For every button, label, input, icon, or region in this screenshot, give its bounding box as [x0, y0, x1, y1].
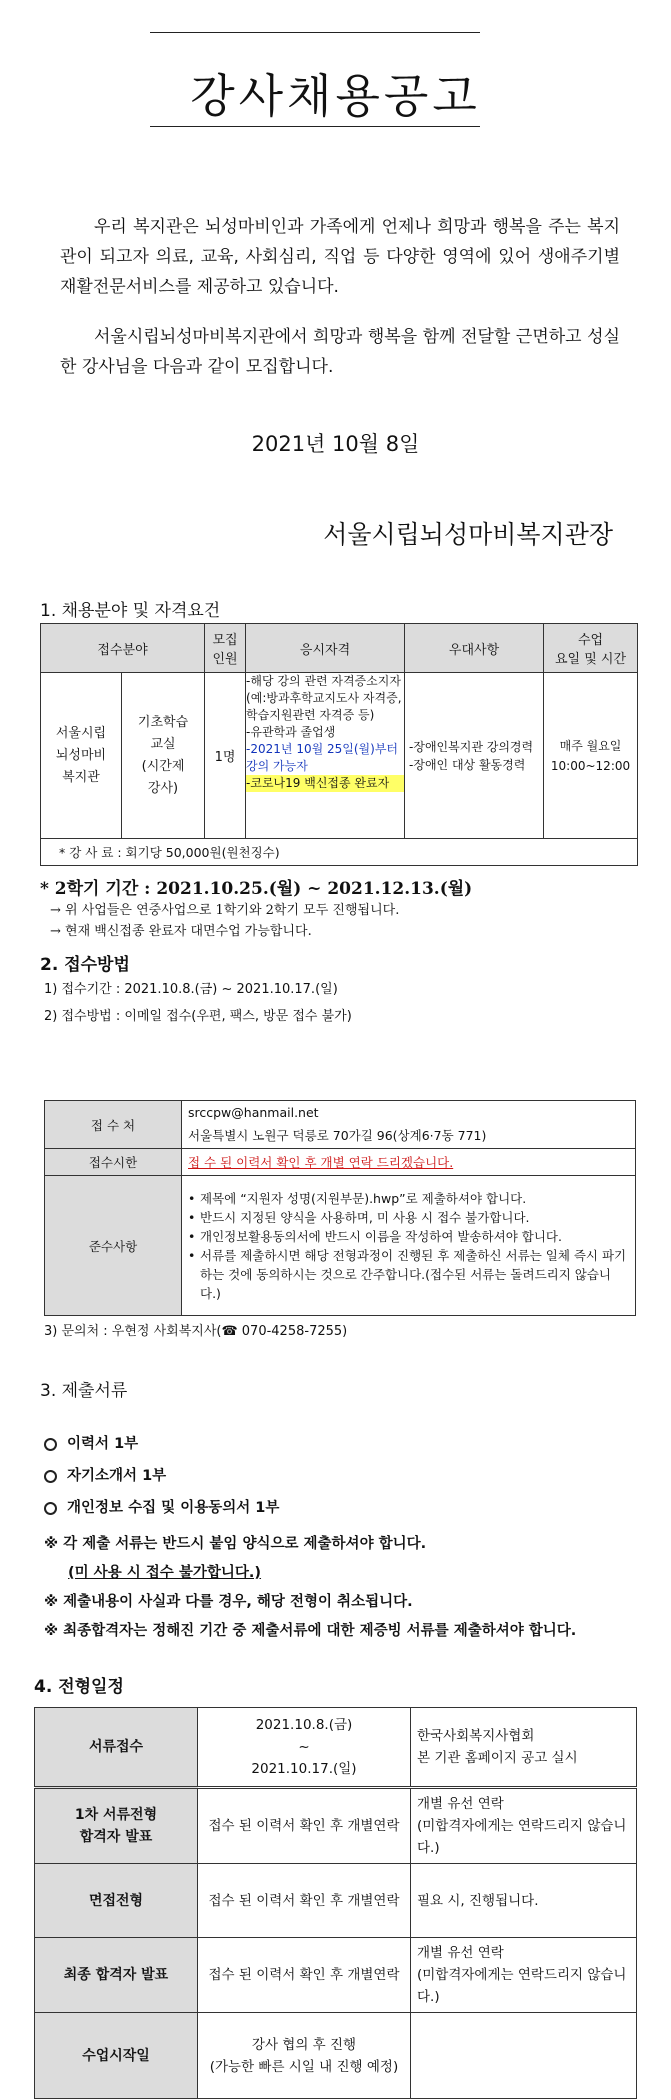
contact-info: 3) 문의처 : 우현정 사회복지사(☎ 070-4258-7255) [44, 1324, 348, 1339]
header-qualification: 응시자격 [246, 624, 405, 673]
circle-bullet-icon [44, 1470, 57, 1483]
time-value: 접 수 된 이력서 확인 후 개별 연락 드리겠습니다. [182, 1149, 636, 1176]
term-note: → 위 사업들은 연중사업으로 1학기와 2학기 모두 진행됩니다. [50, 903, 400, 918]
dest-address: 서울특별시 노원구 덕릉로 70가길 96(상계6·7동 771) [188, 1128, 487, 1143]
sender-name: 서울시립뇌성마비복지관장 [323, 520, 613, 549]
qualification-item: -2021년 10월 25일(월)부터 강의 가능자 [246, 742, 398, 773]
title-top-rule [150, 32, 480, 33]
term-note: → 현재 백신접종 완료자 대면수업 가능합니다. [50, 924, 312, 939]
qualification-cell [246, 673, 405, 839]
schedule-row-label: 면접전형 [35, 1864, 198, 1938]
title-bottom-rule [150, 126, 480, 127]
section3-heading: 3. 제출서류 [40, 1381, 128, 1401]
schedule-row-mid: 접수 된 이력서 확인 후 개별연락 [198, 1788, 411, 1864]
intro-paragraph-2: 서울시립뇌성마비복지관에서 희망과 행복을 함께 전달할 근면하고 성실한 강사님을 다음과 같이 모집합니다. [60, 327, 620, 377]
recruit-count: 1명 [205, 673, 246, 839]
reception-info [44, 976, 352, 1030]
document-item: 개인정보 수집 및 이용동의서 1부 [44, 1492, 279, 1524]
schedule-row-right: 개별 유선 연락 (미합격자에게는 연락드리지 않습니다.) [411, 1788, 637, 1864]
schedule-row-right: 한국사회복지사협회 본 기관 홈페이지 공고 실시 [411, 1708, 637, 1788]
circle-bullet-icon [44, 1438, 57, 1451]
rule-item: • 반드시 지정된 양식을 사용하며, 미 사용 시 접수 불가합니다. [188, 1208, 629, 1227]
schedule-row-label: 서류접수 [35, 1708, 198, 1788]
schedule-row-mid: 접수 된 이력서 확인 후 개별연락 [198, 1938, 411, 2013]
reception-period: 1) 접수기간 : 2021.10.8.(금) ~ 2021.10.17.(일) [44, 982, 338, 997]
note-item: ※ 최종합격자는 정해진 기간 중 제출서류에 대한 제증빙 서류를 제출하셔야 합니다. [44, 1623, 577, 1639]
page-title: 강사채용공고 [190, 69, 481, 123]
note-item: ※ 각 제출 서류는 반드시 붙임 양식으로 제출하셔야 합니다. [44, 1536, 427, 1552]
reception-table [44, 1100, 636, 1316]
schedule-row-label: 최종 합격자 발표 [35, 1938, 198, 2013]
document-item: 자기소개서 1부 [44, 1460, 279, 1492]
field-main: 서울시립 뇌성마비 복지관 [41, 673, 122, 839]
semester-term: * 2학기 기간 : 2021.10.25.(월) ~ 2021.12.13.(월) [40, 879, 473, 899]
submission-notes [44, 1530, 644, 1646]
rules-label: 준수사항 [45, 1176, 182, 1316]
qualification-item: -코로나19 백신접종 완료자 [246, 775, 404, 792]
schedule-row-label: 1차 서류전형 합격자 발표 [35, 1788, 198, 1864]
dest-label: 접 수 처 [45, 1101, 182, 1149]
schedule-row-right [411, 2013, 637, 2099]
preference-cell [405, 673, 544, 839]
time-label: 접수시한 [45, 1149, 182, 1176]
rules-cell [182, 1176, 636, 1316]
intro-paragraph-1: 우리 복지관은 뇌성마비인과 가족에게 언제나 희망과 행복을 주는 복지관이 되고자 의료, 교육, 사회심리, 직업 등 다양한 영역에 있어 생애주기별 재활전문서비스를 제공하고 있습니다. [60, 217, 620, 297]
header-schedule: 수업 요일 및 시간 [544, 624, 638, 673]
schedule-row-mid: 강사 협의 후 진행 (가능한 빠른 시일 내 진행 예정) [198, 2013, 411, 2099]
schedule-row-mid: 2021.10.8.(금) ~ 2021.10.17.(일) [198, 1708, 411, 1788]
document-list [44, 1428, 279, 1524]
document-item: 이력서 1부 [44, 1428, 279, 1460]
section4-heading: 4. 전형일정 [34, 1677, 124, 1697]
preference-item: -장애인 대상 활동경력 [409, 757, 526, 772]
field-sub: 기초학습 교실 (시간제 강사) [122, 673, 205, 839]
reception-method: 2) 접수방법 : 이메일 접수(우편, 팩스, 방문 접수 불가) [44, 1009, 352, 1024]
section2-heading: 2. 접수방법 [40, 955, 130, 975]
recruitment-table [40, 623, 638, 866]
section1-heading: 1. 채용분야 및 자격요건 [40, 601, 221, 621]
schedule-row-right: 개별 유선 연락 (미합격자에게는 연락드리지 않습니다.) [411, 1938, 637, 2013]
schedule-cell: 매주 월요일 10:00~12:00 [544, 673, 638, 839]
note-item: ※ 제출내용이 사실과 다를 경우, 해당 전형이 취소됩니다. [44, 1594, 413, 1610]
schedule-row-right: 필요 시, 진행됩니다. [411, 1864, 637, 1938]
intro-text [60, 212, 620, 402]
rules-list [188, 1189, 629, 1303]
qualification-item: -유관학과 졸업생 [246, 725, 336, 739]
term-notes [50, 900, 399, 942]
schedule-table [34, 1707, 637, 2099]
rule-item: • 개인정보활용동의서에 반드시 이름을 작성하여 발송하셔야 합니다. [188, 1227, 629, 1246]
dest-cell [182, 1101, 636, 1149]
rule-item: • 서류를 제출하시면 해당 전형과정이 진행된 후 제출하신 서류는 일체 즉시 파기하는 것에 동의하시는 것으로 간주합니다.(접수된 서류는 돌려드리지 않습니다.) [188, 1246, 629, 1303]
header-count: 모집 인원 [205, 624, 246, 673]
header-preference: 우대사항 [405, 624, 544, 673]
circle-bullet-icon [44, 1502, 57, 1515]
fee-note: * 강 사 료 : 회기당 50,000원(원천징수) [41, 839, 638, 866]
preference-item: -장애인복지관 강의경력 [409, 739, 534, 754]
qualification-item: -해당 강의 관련 자격증소지자(예:방과후학교지도사 자격증, 학습지원관련 자격증 등) [246, 674, 402, 722]
schedule-row-mid: 접수 된 이력서 확인 후 개별연락 [198, 1864, 411, 1938]
note-item: (미 사용 시 접수 불가합니다.) [68, 1565, 262, 1581]
announcement-date: 2021년 10월 8일 [251, 432, 420, 456]
dest-email[interactable]: srccpw@hanmail.net [188, 1105, 319, 1120]
schedule-row-label: 수업시작일 [35, 2013, 198, 2099]
rule-item: • 제목에 “지원자 성명(지원부문).hwp”로 제출하셔야 합니다. [188, 1189, 629, 1208]
header-field: 접수분야 [41, 624, 205, 673]
